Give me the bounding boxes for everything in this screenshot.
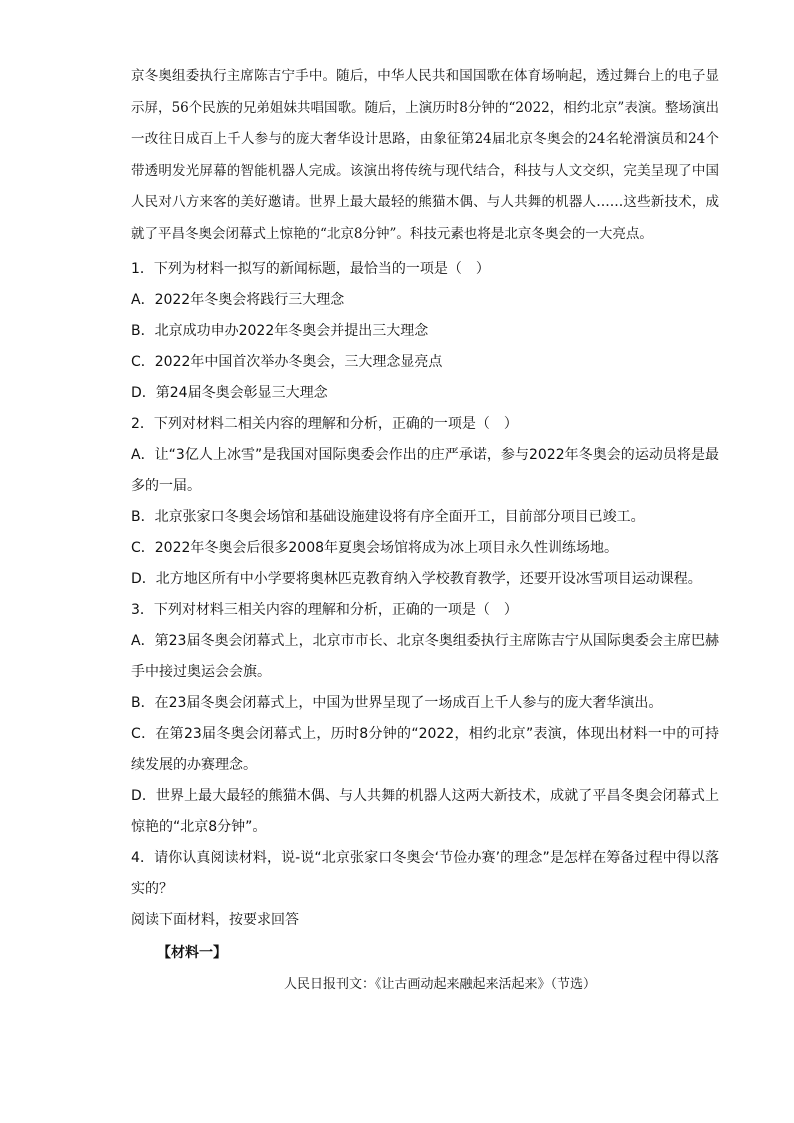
question-3-stem: 3．下列对材料三相关内容的理解和分析，正确的一项是（ ）	[131, 602, 518, 618]
question-1-option-d: D．第24届冬奥会彰显三大理念	[131, 385, 328, 401]
question-3	[131, 595, 719, 843]
question-3-option-a: A．第23届冬奥会闭幕式上，北京市市长、北京冬奥组委执行主席陈吉宁从国际奥委会主席巴赫手中接过奥运会会旗。	[131, 633, 719, 680]
reading-instruction: 阅读下面材料，按要求回答	[131, 912, 299, 928]
question-1-option-a: A．2022年冬奥会将践行三大理念	[131, 292, 345, 308]
question-4	[131, 843, 719, 905]
question-2	[131, 409, 719, 595]
question-3-option-d: D．世界上最大最轻的熊猫木偶、与人共舞的机器人这两大新技术，成就了平昌冬奥会闭幕式上惊艳的“北京8分钟”。	[131, 788, 719, 835]
question-2-option-d: D．北方地区所有中小学要将奥林匹克教育纳入学校教育教学，还要开设冰雪项目运动课程。	[131, 571, 702, 587]
question-1-option-b: B．北京成功申办2022年冬奥会并提出三大理念	[131, 323, 429, 339]
material-three-text: 京冬奥组委执行主席陈吉宁手中。随后，中华人民共和国国歌在体育场响起，透过舞台上的电子显示屏，56个民族的兄弟姐妹共唱国歌。随后，上演历时8分钟的“2022，相约北京”表演。整场演出一改往日成百上千人参与的庞大奢华设计思路，由象征第24届北京冬奥会的24名轮滑演员和24个带透明发光屏幕的智能机器人完成。该演出将传统与现代结合，科技与人文交织，完美呈现了中国人民对八方来客的美好邀请。世界上最大最轻的熊猫木偶、与人共舞的机器人……这些新技术，成就了平昌冬奥会闭幕式上惊艳的“北京8分钟”。科技元素也将是北京冬奥会的一大亮点。	[131, 68, 719, 242]
question-4-stem: 4．请你认真阅读材料，说-说“北京张家口冬奥会‘节俭办赛’的理念”是怎样在筹备过程中得以落实的？	[131, 850, 719, 897]
question-3-option-b: B．在23届冬奥会闭幕式上，中国为世界呈现了一场成百上千人参与的庞大奢华演出。	[131, 695, 663, 711]
material-source-line: 人民日报刊文：《让古画动起来融起来活起来》（节选）	[283, 977, 596, 992]
question-1-stem: 1．下列为材料一拟写的新闻标题，最恰当的一项是（ ）	[131, 261, 490, 277]
question-1-option-c: C．2022年中国首次举办冬奥会，三大理念显亮点	[131, 354, 443, 370]
material-one-label: 【材料一】	[157, 945, 227, 961]
question-1	[131, 254, 719, 409]
question-2-option-b: B．北京张家口冬奥会场馆和基础设施建设将有序全面开工，目前部分项目已竣工。	[131, 509, 645, 525]
question-2-option-a: A．让“3亿人上冰雪”是我国对国际奥委会作出的庄严承诺，参与2022年冬奥会的运动员将是最多的一届。	[131, 447, 719, 494]
question-2-stem: 2．下列对材料二相关内容的理解和分析，正确的一项是（ ）	[131, 416, 518, 432]
question-3-option-c: C．在第23届冬奥会闭幕式上，历时8分钟的“2022，相约北京”表演，体现出材料一中的可持续发展的办赛理念。	[131, 726, 719, 773]
question-2-option-c: C．2022年冬奥会后很多2008年夏奥会场馆将成为冰上项目永久性训练场地。	[131, 540, 619, 556]
